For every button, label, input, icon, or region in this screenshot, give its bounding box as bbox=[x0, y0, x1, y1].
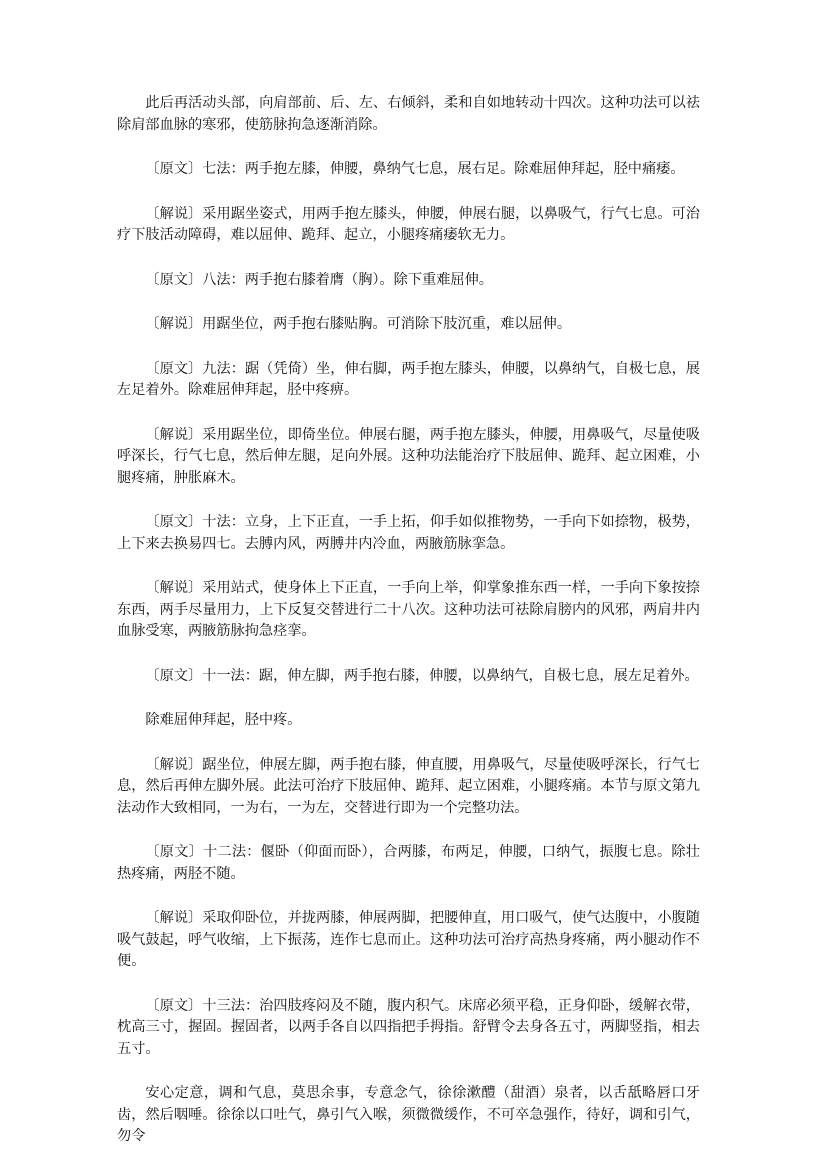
paragraph: 〔原文〕十法：立身，上下正直，一手上拓，仰手如似推物势，一手向下如捺物，极势，上下来去换易四七。去膊内风，两膊井内冷血，两腋筋脉挛急。 bbox=[117, 514, 700, 552]
paragraph: 此后再活动头部，向肩部前、后、左、右倾斜，柔和自如地转动十四次。这种功法可以祛除肩部血脉的寒邪，使筋脉拘急逐渐消除。 bbox=[117, 95, 700, 133]
paragraph: 〔原文〕十二法：偃卧（仰面而卧），合两膝，布两足，伸腰，口纳气，振腹七息。除壮热疼痛，两胫不随。 bbox=[117, 844, 700, 882]
paragraph: 〔解说〕用踞坐位，两手抱右膝贴胸。可消除下肢沉重，难以屈伸。 bbox=[145, 316, 572, 332]
paragraph: 〔原文〕九法：踞（凭倚）坐，伸右脚，两手抱左膝头，伸腰，以鼻纳气，自极七息，展左足着外。除难屈伸拜起，胫中疼痹。 bbox=[117, 360, 700, 398]
paragraph: 安心定意，调和气息，莫思余事，专意念气，徐徐漱醴（甜酒）泉者，以舌舐略唇口牙齿，然后咽唾。徐徐以口吐气，鼻引气入喉，须微微缓作，不可卒急强作，待好，调和引气，勿令 bbox=[117, 1085, 700, 1144]
document-body bbox=[117, 93, 700, 1171]
paragraph: 〔原文〕七法：两手抱左膝，伸腰，鼻纳气七息，展右足。除难屈伸拜起，胫中痛痿。 bbox=[145, 161, 685, 177]
paragraph: 〔原文〕八法：两手抱右膝着膺（胸）。除下重难屈伸。 bbox=[145, 271, 493, 288]
paragraph: 〔原文〕十一法：踞，伸左脚，两手抱右膝，伸腰，以鼻纳气，自极七息，展左足着外。 bbox=[145, 667, 699, 684]
paragraph: 〔解说〕采用站式，使身体上下正直，一手向上举，仰掌象推东西一样，一手向下象按捺东西，两手尽量用力，上下反复交替进行二十八次。这种功法可祛除肩膀内的风邪，两肩井内血脉受寒，两腋筋脉拘急痉挛。 bbox=[117, 580, 700, 639]
paragraph: 〔解说〕采用踞坐位，即倚坐位。伸展右腿，两手抱左膝头，伸腰，用鼻吸气，尽量使吸呼深长，行气七息，然后伸左腿，足向外展。这种功法能治疗下肢屈伸、跪拜、起立困难，小腿疼痛，肿胀麻木。 bbox=[117, 426, 700, 486]
paragraph: 〔解说〕踞坐位，伸展左脚，两手抱右膝，伸直腰，用鼻吸气，尽量使吸呼深长，行气七息，然后再伸左脚外展。此法可治疗下肢屈伸、跪拜、起立困难，小腿疼痛。本节与原文第九法动作大致相同，一为右，一为左，交替进行即为一个完整功法。 bbox=[117, 756, 700, 816]
paragraph: 〔解说〕采取仰卧位，并拢两膝，伸展两脚，把腰伸直，用口吸气，使气达腹中，小腹随吸气鼓起，呼气收缩，上下振荡，连作七息而止。这种功法可治疗高热身疼痛，两小腿动作不便。 bbox=[117, 910, 700, 969]
paragraph: 除难屈伸拜起，胫中疼。 bbox=[145, 712, 302, 728]
paragraph: 〔解说〕采用踞坐姿式，用两手抱左膝头，伸腰，伸展右腿，以鼻吸气，行气七息。可治疗下肢活动障碍，难以屈伸、跪拜、起立，小腿疼痛痿软无力。 bbox=[117, 205, 700, 243]
paragraph: 〔原文〕十三法：治四肢疼闷及不随，腹内积气。床席必须平稳，正身仰卧，缓解衣带，枕高三寸，握固。握固者，以两手各自以四指把手拇指。舒臂令去身各五寸，两脚竖指，相去五寸。 bbox=[117, 997, 700, 1057]
